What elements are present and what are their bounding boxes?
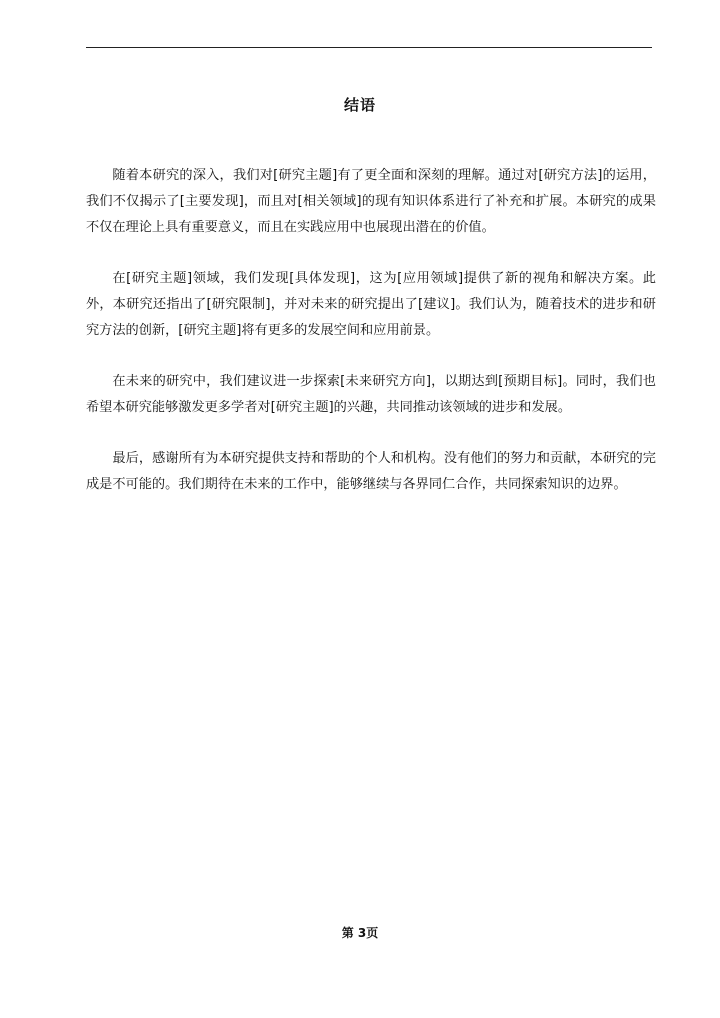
paragraph-3: 在未来的研究中，我们建议进一步探索[未来研究方向]，以期达到[预期目标]。同时，我们也希望本研究能够激发更多学者对[研究主题]的兴趣，共同推动该领域的进步和发展。 bbox=[86, 374, 656, 415]
body-text bbox=[86, 163, 656, 523]
page-number: 第 3页 bbox=[341, 926, 379, 940]
page-title: 结语 bbox=[343, 96, 376, 114]
paragraph-4: 最后，感谢所有为本研究提供支持和帮助的个人和机构。没有他们的努力和贡献，本研究的完成是不可能的。我们期待在未来的工作中，能够继续与各界同仁合作，共同探索知识的边界。 bbox=[86, 451, 656, 492]
paragraph-2: 在[研究主题]领域，我们发现[具体发现]，这为[应用领域]提供了新的视角和解决方案。此外，本研究还指出了[研究限制]，并对未来的研究提出了[建议]。我们认为，随着技术的进步和研究方法的创新，[研究主题]将有更多的发展空间和应用前景。 bbox=[86, 271, 656, 338]
paragraph-1: 随着本研究的深入，我们对[研究主题]有了更全面和深刻的理解。通过对[研究方法]的运用，我们不仅揭示了[主要发现]，而且对[相关领域]的现有知识体系进行了补充和扩展。本研究的成果不仅在理论上具有重要意义，而且在实践应用中也展现出潜在的价值。 bbox=[86, 168, 656, 235]
header-rule bbox=[86, 47, 652, 48]
